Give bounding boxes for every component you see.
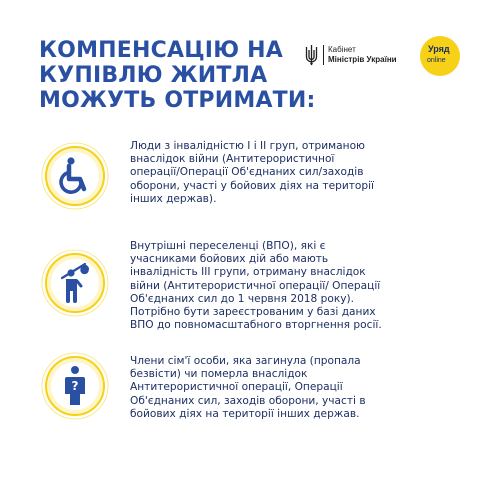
item-line: учасниками бойових дій або мають xyxy=(130,253,329,266)
item-line: інших держав). xyxy=(130,192,217,205)
uriad-logo-line-2: online xyxy=(427,57,446,64)
item-description xyxy=(130,355,436,421)
page-title-line-3: МОЖУТЬ ОТРИМАТИ: xyxy=(39,88,316,113)
item-line: бойових діях на території інших держав. xyxy=(130,407,360,420)
page-title-line-1: КОМПЕНСАЦІЮ НА xyxy=(39,38,283,63)
item-line: безвісти) чи померла внаслідок xyxy=(130,368,308,381)
item-line: Антитерористичної операції, Операції xyxy=(130,381,343,394)
trident-icon xyxy=(305,44,318,66)
item-description xyxy=(130,140,436,206)
person-question-icon xyxy=(40,351,110,421)
kmu-logo-line-1: Кабінет xyxy=(328,45,356,54)
item-line: Внутрішні переселенці (ВПО), які є xyxy=(130,240,326,252)
kmu-logo-line-2: Міністрів України xyxy=(328,55,397,64)
item-line: інвалідність III групи, отриману внаслідок xyxy=(130,266,366,279)
item-line: Об'єднаних сил, заходів оборони, участі в xyxy=(130,394,366,407)
svg-text:?: ? xyxy=(71,379,79,393)
kmu-logo xyxy=(305,44,397,66)
uriad-online-logo xyxy=(420,36,460,76)
item-line: внаслідок війни (Антитерористичної xyxy=(130,153,335,166)
kmu-logo-text xyxy=(328,45,397,65)
wheelchair-icon xyxy=(40,141,110,211)
item-line: оборони, участі у бойових діях на території xyxy=(130,179,374,192)
uriad-logo-line-1: Уряд xyxy=(428,44,450,54)
item-line: ВПО до повномасштабного вторгнення росії. xyxy=(130,319,382,332)
item-line: Люди з інвалідністю I і II груп, отриманою xyxy=(130,140,365,152)
logo-divider xyxy=(323,45,324,65)
page-title-line-2: КУПІВЛЮ ЖИТЛА xyxy=(39,63,268,88)
item-line: війни (Антитерористичної операції/ Операції xyxy=(130,279,381,292)
item-line: операції/Операції Об'єднаних сил/заходів xyxy=(130,166,364,179)
person-with-bundle-icon xyxy=(40,248,110,318)
page-title xyxy=(39,38,316,113)
item-description xyxy=(130,240,436,332)
item-line: Потрібно бути зареєстрованим у базі даних xyxy=(130,306,376,319)
item-line: Члени сім'ї особи, яка загинула (пропала xyxy=(130,355,361,367)
item-line: Об'єднаних сил до 1 червня 2018 року). xyxy=(130,292,355,305)
